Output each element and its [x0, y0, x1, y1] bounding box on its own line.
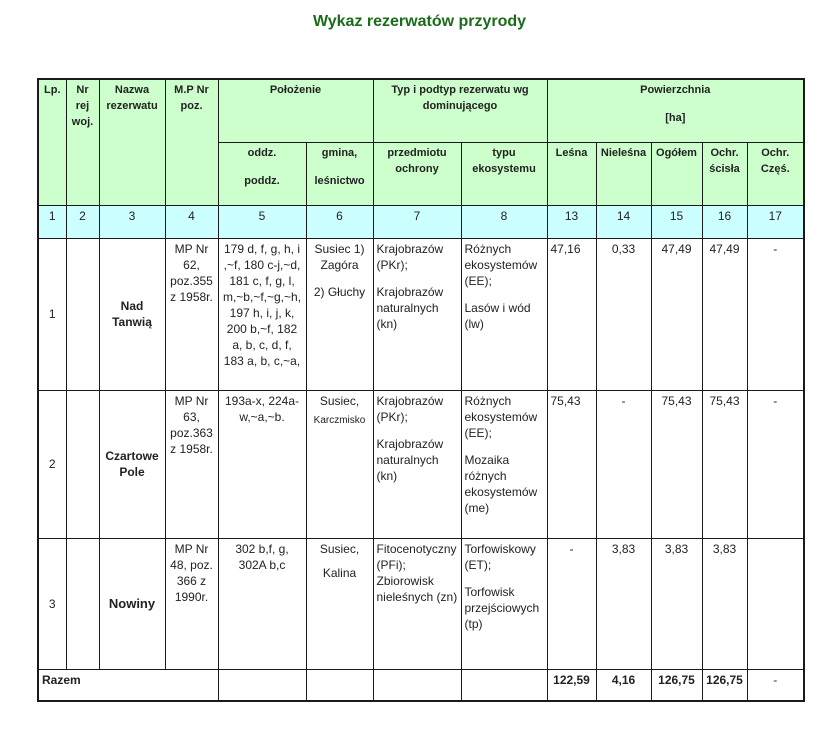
cell-przedmiot	[373, 538, 461, 669]
header-oddz	[218, 142, 306, 205]
cell-czesc: -	[747, 390, 804, 538]
cell-gmina-b: Karczmisko	[313, 414, 366, 426]
colnum-cell: 16	[702, 205, 747, 238]
cell-typ-b: Mozaika różnych ekosystemów (me)	[464, 452, 538, 515]
header-powierzchnia-label: Powierzchnia	[640, 84, 711, 96]
header-typu: typu ekosystemu	[461, 142, 547, 205]
header-lp: Lp.	[38, 79, 66, 205]
cell-przedmiot-b: Krajobrazów naturalnych (kn)	[376, 284, 444, 331]
colnum-cell: 15	[651, 205, 702, 238]
cell-typ	[461, 390, 547, 538]
cell-ogolem: 47,49	[651, 238, 702, 390]
colnum-cell: 4	[165, 205, 218, 238]
cell-czesc	[747, 538, 804, 669]
cell-typ-a: Torfowiskowy (ET);	[464, 541, 536, 572]
table-row	[38, 538, 804, 669]
header-nazwa: Nazwa rezerwatu	[99, 79, 165, 205]
cell-scisla: 75,43	[702, 390, 747, 538]
header-row-1	[38, 79, 804, 142]
header-powierzchnia-unit: [ha]	[665, 112, 686, 124]
header-oddz-line2: poddz.	[244, 174, 280, 187]
cell-przedmiot-a: Fitocenotyczny (PFi); Zbiorowisk nieleśnych (zn)	[376, 541, 458, 604]
cell-nielesna: -	[596, 390, 651, 538]
total-empty	[461, 669, 547, 701]
cell-typ-a: Różnych ekosystemów (EE);	[464, 393, 538, 440]
cell-nazwa: Nowiny	[99, 538, 165, 669]
cell-gmina	[306, 390, 373, 538]
total-empty	[218, 669, 306, 701]
colnum-cell: 13	[547, 205, 596, 238]
cell-scisla: 3,83	[702, 538, 747, 669]
total-ogolem: 126,75	[651, 669, 702, 701]
header-powierzchnia	[547, 79, 804, 142]
cell-nr	[66, 390, 99, 538]
cell-przedmiot-a: Krajobrazów (PKr);	[376, 393, 444, 424]
header-typ: Typ i podtyp rezerwatu wg dominującego	[373, 79, 547, 142]
cell-typ-b: Torfowisk przejściowych (tp)	[464, 584, 540, 631]
cell-lesna: 75,43	[547, 390, 596, 538]
colnum-cell: 2	[66, 205, 99, 238]
cell-lp: 3	[38, 538, 66, 669]
header-gmina	[306, 142, 373, 205]
cell-przedmiot-a: Krajobrazów (PKr);	[376, 241, 444, 272]
column-number-row	[38, 205, 804, 238]
header-ochr-czesc: Ochr. Częś.	[747, 142, 804, 205]
cell-przedmiot	[373, 238, 461, 390]
cell-typ	[461, 538, 547, 669]
cell-gmina-a: Susiec,	[319, 393, 360, 408]
colnum-cell: 3	[99, 205, 165, 238]
cell-czesc: -	[747, 238, 804, 390]
colnum-cell: 5	[218, 205, 306, 238]
header-gmina-line2: leśnictwo	[314, 174, 365, 187]
cell-gmina	[306, 538, 373, 669]
cell-nr	[66, 538, 99, 669]
cell-gmina-a: Susiec,	[319, 541, 360, 556]
total-empty	[306, 669, 373, 701]
cell-nazwa: Nad Tanwią	[99, 238, 165, 390]
header-przedmiotu: przedmiotu ochrony	[373, 142, 461, 205]
cell-gmina-b: 2) Głuchy	[313, 284, 366, 299]
total-lesna: 122,59	[547, 669, 596, 701]
total-scisla: 126,75	[702, 669, 747, 701]
cell-przedmiot-b: Krajobrazów naturalnych (kn)	[376, 436, 444, 483]
reserves-table	[37, 78, 805, 702]
cell-typ	[461, 238, 547, 390]
cell-nielesna: 0,33	[596, 238, 651, 390]
colnum-cell: 6	[306, 205, 373, 238]
cell-ogolem: 75,43	[651, 390, 702, 538]
cell-nr	[66, 238, 99, 390]
header-nr-rej: Nr rej woj.	[66, 79, 99, 205]
table-row	[38, 390, 804, 538]
header-lesna: Leśna	[547, 142, 596, 205]
header-polozenie: Położenie	[218, 79, 373, 142]
header-oddz-line1: oddz.	[247, 146, 277, 159]
cell-typ-a: Różnych ekosystemów (EE);	[464, 241, 538, 288]
cell-typ-b: Lasów i wód (lw)	[464, 300, 531, 331]
cell-gmina	[306, 238, 373, 390]
total-czesc: -	[747, 669, 804, 701]
colnum-cell: 1	[38, 205, 66, 238]
cell-nazwa: Czartowe Pole	[99, 390, 165, 538]
cell-mp: MP Nr 48, poz. 366 z 1990r.	[165, 538, 218, 669]
header-nielesna: Nieleśna	[596, 142, 651, 205]
cell-lp: 1	[38, 238, 66, 390]
header-ogolem: Ogółem	[651, 142, 702, 205]
header-mp: M.P Nr poz.	[165, 79, 218, 205]
cell-oddz: 302 b,f, g, 302A b,c	[218, 538, 306, 669]
cell-scisla: 47,49	[702, 238, 747, 390]
colnum-cell: 14	[596, 205, 651, 238]
colnum-cell: 7	[373, 205, 461, 238]
cell-lesna: 47,16	[547, 238, 596, 390]
cell-mp: MP Nr 62, poz.355 z 1958r.	[165, 238, 218, 390]
cell-przedmiot	[373, 390, 461, 538]
total-empty	[373, 669, 461, 701]
table-row	[38, 238, 804, 390]
cell-lesna: -	[547, 538, 596, 669]
colnum-cell: 17	[747, 205, 804, 238]
header-ochr-scisla: Ochr. ścisła	[702, 142, 747, 205]
cell-ogolem: 3,83	[651, 538, 702, 669]
cell-nielesna: 3,83	[596, 538, 651, 669]
page-title: Wykaz rezerwatów przyrody	[312, 13, 527, 30]
total-row	[38, 669, 804, 701]
colnum-cell: 8	[461, 205, 547, 238]
total-label: Razem	[38, 669, 218, 701]
cell-gmina-b: Kalina	[322, 565, 357, 580]
cell-gmina-a: Susiec 1) Zagóra	[314, 241, 365, 272]
header-gmina-line1: gmina,	[321, 146, 358, 159]
cell-oddz: 179 d, f, g, h, i ,~f, 180 c-j,~d, 181 c, f, g, l, m,~b,~f,~g,~h, 197 h, i, j, k, 200 b,~f, 182 a, b, c, d, f, 183 a, b, c,~a,	[218, 238, 306, 390]
cell-lp: 2	[38, 390, 66, 538]
cell-mp: MP Nr 63, poz.363 z 1958r.	[165, 390, 218, 538]
cell-oddz: 193a-x, 224a-w,~a,~b.	[218, 390, 306, 538]
total-nielesna: 4,16	[596, 669, 651, 701]
